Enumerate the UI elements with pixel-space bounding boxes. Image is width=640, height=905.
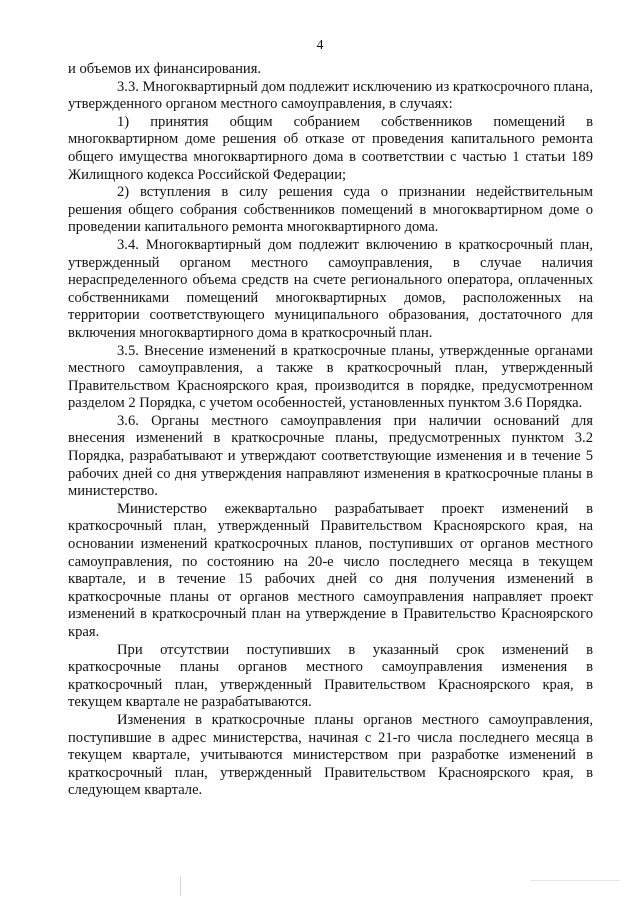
paragraph-continuation: и объемов их финансирования. [68,61,262,77]
scan-artifact-line [530,880,620,881]
paragraph-3-3-item-2: 2) вступления в силу решения суда о признании недействительным решения общего собрания собственников помещений в многоквартирном доме о проведении капитального ремонта многоквартирного дома. [68,184,593,236]
paragraph-late-changes: Изменения в краткосрочные планы органов местного самоуправления, поступившие в адрес министерства, начиная с 21-го числа последнего месяца в текущем квартале, учитываются министерством при разработке изменений в краткосрочный план, утвержденный Правительством Красноярского края, в следующем квартале. [68,711,593,799]
paragraph-no-changes: При отсутствии поступивших в указанный срок изменений в краткосрочные планы органов местного самоуправления изменения в краткосрочный план, утвержденный Правительством Красноярского края, в текущем квартале не разрабатываются. [68,641,593,711]
paragraph-ministry-quarterly: Министерство ежеквартально разрабатывает проект изменений в краткосрочный план, утвержденный Правительством Красноярского края, на основании изменений краткосрочных планов, поступивших от органов местного самоуправления, по состоянию на 20-е число последнего месяца в текущем квартале, и в течение 15 рабочих дней со дня получения изменений в краткосрочные планы от органов местного самоуправления направляет проект изменений в краткосрочный план на утверждение в Правительство Красноярского края. [68,500,593,640]
paragraph-3-6: 3.6. Органы местного самоуправления при наличии оснований для внесения изменений в краткосрочные планы, предусмотренных пунктом 3.2 Порядка, разрабатывают и утверждают соответствующие изменения и в течение 5 рабочих дней со дня утверждения направляют изменения в краткосрочные планы в министерство. [68,412,593,500]
paragraph-3-4: 3.4. Многоквартирный дом подлежит включению в краткосрочный план, утвержденный органом местного самоуправления, в случае наличия нераспределенного объема средств на счете регионального оператора, оплаченных собственниками помещений многоквартирных домов, расположенных на территории соответствующего муниципального образования, достаточного для включения многоквартирного дома в краткосрочный план. [68,236,593,341]
paragraph-3-5: 3.5. Внесение изменений в краткосрочные планы, утвержденные органами местного самоуправления, а также в краткосрочный план, утвержденный Правительством Красноярского края, производится в порядке, предусмотренном разделом 2 Порядка, с учетом особенностей, установленных пунктом 3.6 Порядка. [68,342,593,412]
paragraph-3-3: 3.3. Многоквартирный дом подлежит исключению из краткосрочного плана, утвержденного органом местного самоуправления, в случаях: [68,78,593,113]
paragraph-3-3-item-1: 1) принятия общим собранием собственников помещений в многоквартирном доме решения об отказе от проведения капитального ремонта общего имущества многоквартирного дома в соответствии с частью 1 статьи 189 Жилищного кодекса Российской Федерации; [68,113,593,183]
page-number: 4 [316,38,324,53]
scan-artifact [180,876,181,896]
document-body [68,61,593,800]
